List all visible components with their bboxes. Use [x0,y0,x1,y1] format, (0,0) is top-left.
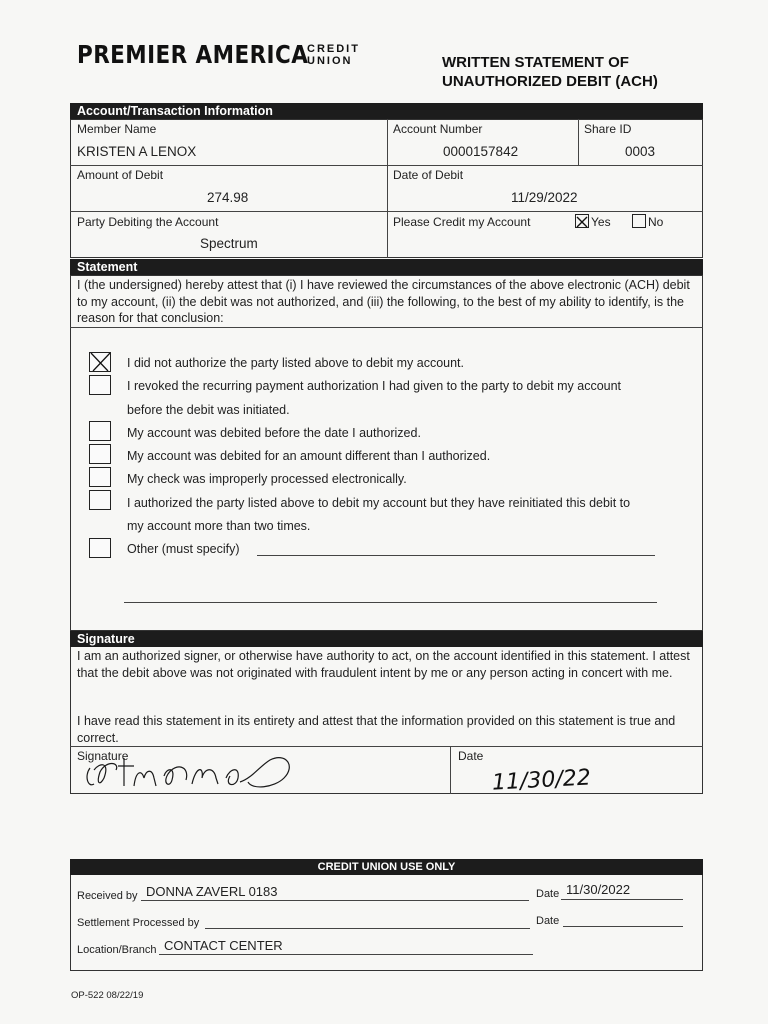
option-3-text: My account was debited before the date I authorized. [127,426,421,440]
logo-sub-union: UNION [307,55,353,67]
check-x-icon [576,216,588,228]
statement-divider [70,327,703,328]
party-label: Party Debiting the Account [77,215,219,229]
option-4-checkbox[interactable] [89,444,111,464]
account-divider [387,119,388,258]
credit-account-label: Please Credit my Account [393,215,531,229]
option-6-text-cont: my account more than two times. [127,519,311,533]
option-6-checkbox[interactable] [89,490,111,510]
amount-value: 274.98 [207,190,249,205]
received-by-line[interactable] [141,900,529,901]
statement-section-header: Statement [70,259,703,275]
logo-sub-credit: CREDIT [307,43,360,55]
logo-subtitle [307,43,360,67]
cu-use-header: CREDIT UNION USE ONLY [70,859,703,875]
party-value: Spectrum [200,236,258,251]
form-title [442,53,658,91]
signature-date-label: Date [458,749,484,763]
received-date-line[interactable] [561,899,683,900]
option-2-checkbox[interactable] [89,375,111,395]
signature-attest-2: I have read this statement in its entirety and attest that the information provided on this statement is true and correct. [77,714,676,745]
member-name-label: Member Name [77,122,157,136]
option-1-text: I did not authorize the party listed above to debit my account. [127,356,465,370]
credit-yes-checkbox[interactable] [575,214,589,228]
received-date-value: 11/30/2022 [566,882,631,897]
signature-section-header: Signature [70,631,703,647]
account-number-value: 0000157842 [443,144,519,159]
member-name-value: KRISTEN A LENOX [77,144,197,159]
other-specify-line-2[interactable] [124,602,657,603]
received-date-label: Date [536,888,560,900]
amount-label: Amount of Debit [77,168,164,182]
share-id-value: 0003 [625,144,656,159]
signature-attest-1: I am an authorized signer, or otherwise have authority to act, on the account identified in this statement. I attest that the debit above was not originated with fraudulent intent by me or any person acting in concert with me. [77,649,690,680]
logo-wordmark: PREMIER AMERICA [77,40,309,69]
handwritten-signature[interactable] [80,748,300,796]
settlement-label: Settlement Processed by [77,917,200,929]
signature-scribble-icon [80,748,300,796]
received-by-label: Received by [77,890,138,902]
share-id-label: Share ID [584,122,632,136]
option-3-checkbox[interactable] [89,421,111,441]
account-number-label: Account Number [393,122,483,136]
option-4-text: My account was debited for an amount different than I authorized. [127,449,491,463]
other-specify-line[interactable] [257,555,655,556]
signature-date-value[interactable]: 11/30/22 [491,765,592,796]
credit-yes-label: Yes [591,215,611,229]
option-7-checkbox[interactable] [89,538,111,558]
debit-date-value: 11/29/2022 [511,190,578,205]
row-divider-1 [70,165,703,166]
option-7-text: Other (must specify) [127,542,240,556]
option-5-text: My check was improperly processed electronically. [127,472,407,486]
share-divider [578,119,579,165]
form-title-line1: WRITTEN STATEMENT OF [442,54,629,71]
account-section-header: Account/Transaction Information [70,103,703,119]
credit-union-logo [77,40,360,69]
option-6-text: I authorized the party listed above to debit my account but they have reinitiated this debit to [127,496,631,510]
row-divider-2 [70,211,703,212]
option-2-text: I revoked the recurring payment authorization I had given to the party to debit my account [127,379,622,393]
credit-no-checkbox[interactable] [632,214,646,228]
option-2-text-cont: before the debit was initiated. [127,403,290,417]
settlement-date-line[interactable] [563,926,683,927]
statement-intro: I (the undersigned) hereby attest that (i) I have reviewed the circumstances of the above electronic (ACH) debit to my account, (ii) the debit was not authorized, and (iii) the following, to the best of my ability to identify, is the reason for that conclusion: [77,278,690,325]
form-code: OP-522 08/22/19 [71,990,144,1001]
location-value: CONTACT CENTER [164,938,283,953]
location-line[interactable] [159,954,533,955]
signature-label: Signature [77,749,129,763]
debit-date-label: Date of Debit [393,168,464,182]
received-by-value: DONNA ZAVERL 0183 [146,884,278,899]
option-5-checkbox[interactable] [89,467,111,487]
location-label: Location/Branch [77,944,157,956]
settlement-date-label: Date [536,915,560,927]
option-1-checkbox[interactable] [89,352,111,372]
settlement-line[interactable] [205,928,530,929]
credit-no-label: No [648,215,664,229]
signature-date-divider [450,746,451,794]
check-x-icon [90,353,110,371]
form-title-line2: UNAUTHORIZED DEBIT (ACH) [442,73,658,90]
signature-row-divider [70,746,703,747]
